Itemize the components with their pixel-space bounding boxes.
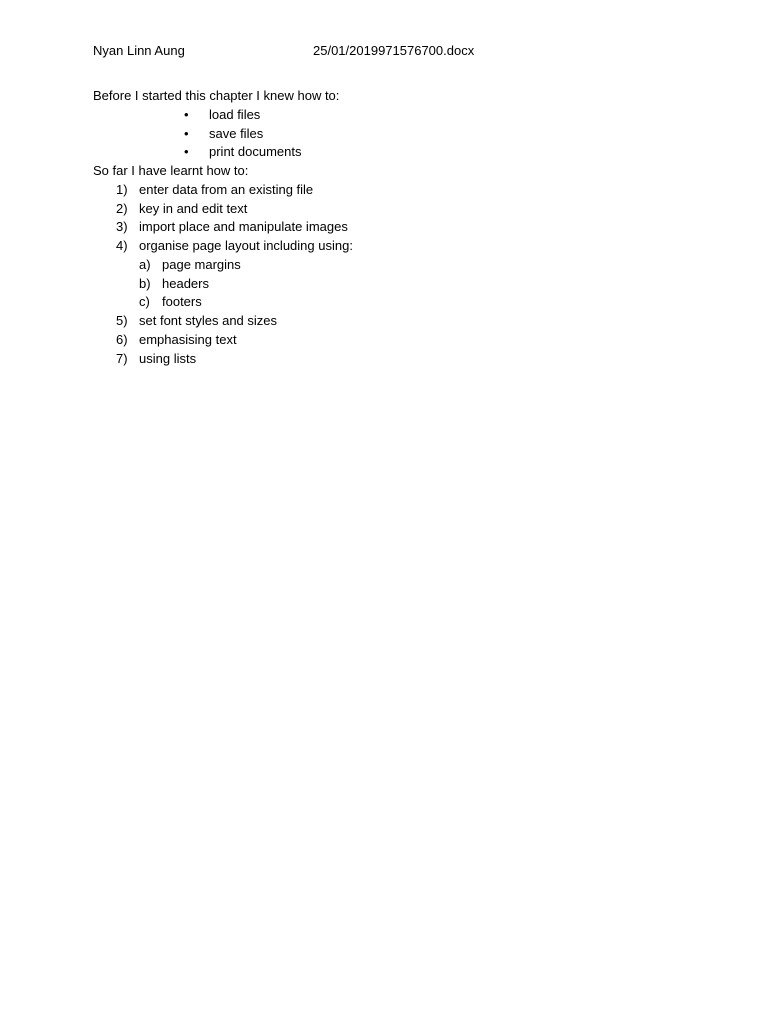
list-item: organise page layout including using:: [139, 238, 353, 253]
bullet-icon: •: [184, 126, 189, 141]
bullet-item: load files: [209, 107, 261, 122]
sublist-item: footers: [162, 294, 202, 309]
list-marker: 7): [116, 351, 128, 366]
list-item: import place and manipulate images: [139, 219, 348, 234]
header-filename: 25/01/2019971576700.docx: [313, 43, 475, 58]
list-marker: 4): [116, 238, 128, 253]
bullet-icon: •: [184, 144, 189, 159]
before-heading: Before I started this chapter I knew how to:: [93, 88, 340, 103]
sublist-marker: a): [139, 257, 151, 272]
list-item: using lists: [139, 351, 197, 366]
bullet-icon: •: [184, 107, 189, 122]
list-marker: 1): [116, 182, 128, 197]
sublist-item: page margins: [162, 257, 241, 272]
learnt-heading: So far I have learnt how to:: [93, 163, 249, 178]
sublist-marker: c): [139, 294, 150, 309]
bullet-item: print documents: [209, 144, 302, 159]
list-marker: 3): [116, 219, 128, 234]
list-marker: 5): [116, 313, 128, 328]
sublist-marker: b): [139, 276, 151, 291]
list-marker: 6): [116, 332, 128, 347]
list-item: enter data from an existing file: [139, 182, 314, 197]
header-author: Nyan Linn Aung: [93, 43, 185, 58]
sublist-item: headers: [162, 276, 209, 291]
bullet-item: save files: [209, 126, 264, 141]
list-item: set font styles and sizes: [139, 313, 278, 328]
list-item: key in and edit text: [139, 201, 248, 216]
list-item: emphasising text: [139, 332, 237, 347]
list-marker: 2): [116, 201, 128, 216]
